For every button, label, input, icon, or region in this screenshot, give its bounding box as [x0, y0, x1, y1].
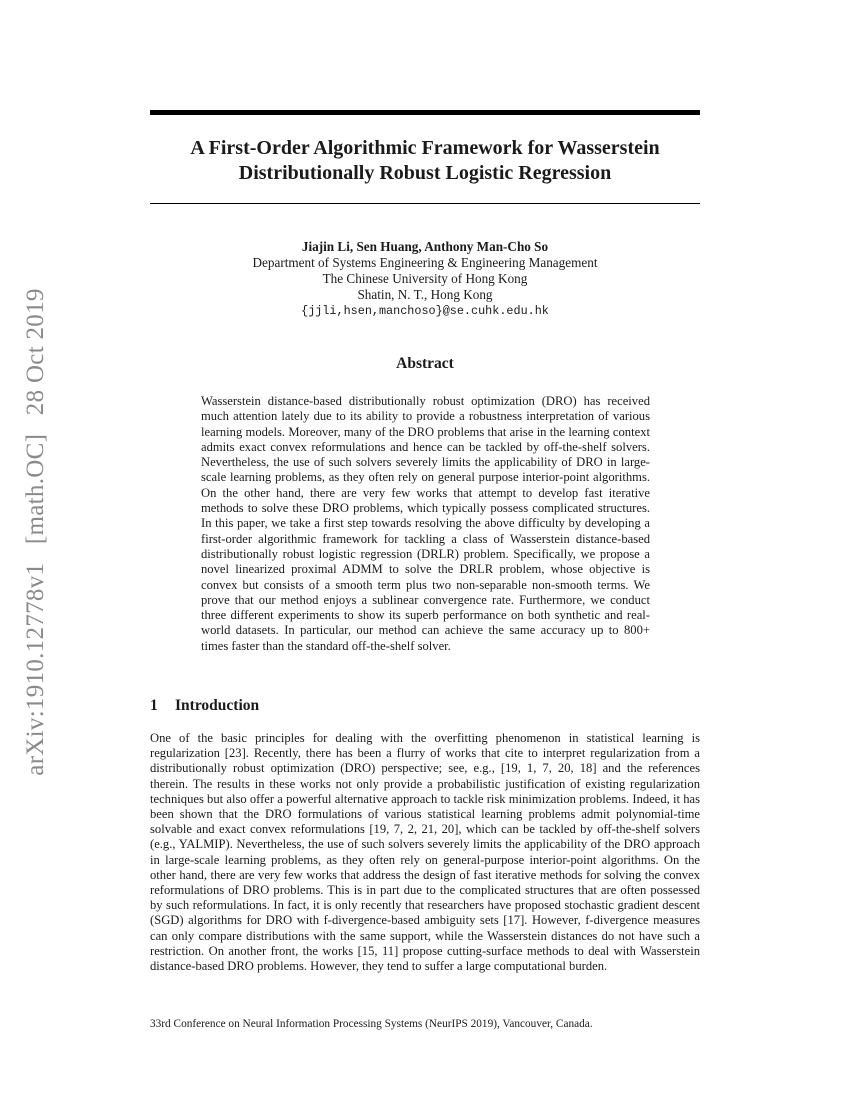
introduction-text: One of the basic principles for dealing with the overfitting phenomenon in statistical learning is regularization [23]. Recently, there has been a flurry of works that cite to interpret regularization from a distributionally robust optimization (DRO) perspective; see, e.g., [19, 1, 7, 20, 18] and the references therein. The results in these works not only provide a probabilistic justification of existing regularization techniques but also offer a powerful alternative approach to tackle risk minimization problems. Indeed, it has been shown that the DRO formulations of various statistical learning problems admit polynomial-time solvable and exact convex reformulations [19, 7, 2, 21, 20], which can be tackled by off-the-shelf solvers (e.g., YALMIP). Nevertheless, the use of such solvers severely limits the applicability of the DRO approach in large-scale learning problems, as they often rely on general-purpose interior-point algorithms. On the other hand, there are very few works that address the design of fast iterative methods for solving the convex reformulations of DRO problems. This is in part due to the complicated structures that are often possessed by such reformulations. In fact, it is only recently that researchers have proposed stochastic gradient descent (SGD) algorithms for DRO with f-divergence-based ambiguity sets [17]. However, f-divergence measures can only compare distributions with the same support, while the Wasserstein distances do not have such a restriction. On another front, the works [15, 11] propose cutting-surface methods to deal with Wasserstein distance-based DRO problems. However, they tend to suffer a large computational burden. — [150, 731, 700, 974]
author-block — [150, 239, 700, 319]
affiliation-university: The Chinese University of Hong Kong — [322, 271, 528, 286]
author-emails: {jjli,hsen,manchoso}@se.cuhk.edu.hk — [301, 304, 549, 318]
section-heading-introduction — [150, 697, 259, 715]
paper-title — [150, 136, 700, 186]
arxiv-date: 28 Oct 2019 — [22, 288, 49, 416]
affiliation-department: Department of Systems Engineering & Engineering Management — [252, 255, 598, 270]
affiliation-location: Shatin, N. T., Hong Kong — [357, 287, 493, 302]
arxiv-category: [math.OC] — [22, 433, 49, 545]
title-rule — [150, 203, 700, 204]
arxiv-side-stamp — [22, 282, 50, 781]
section-number: 1 — [150, 697, 158, 714]
top-rule — [150, 110, 700, 115]
paper-title-line-1: A First-Order Algorithmic Framework for Wasserstein — [190, 137, 660, 159]
section-title: Introduction — [175, 697, 260, 714]
conference-footnote: 33rd Conference on Neural Information Processing Systems (NeurIPS 2019), Vancouver, Canada. — [150, 1018, 593, 1030]
paper-title-line-2: Distributionally Robust Logistic Regression — [238, 162, 612, 184]
abstract-text: Wasserstein distance-based distributionally robust optimization (DRO) has received much attention lately due to its ability to provide a robustness interpretation of various learning models. Moreover, many of the DRO problems that arise in the learning context admits exact convex reformulations and hence can be tackled by off-the-shelf solvers. Nevertheless, the use of such solvers severely limits the applicability of DRO in large-scale learning problems, as they often rely on general purpose interior-point algorithms. On the other hand, there are very few works that attempt to develop fast iterative methods to solve these DRO problems, which typically possess complicated structures. In this paper, we take a first step towards resolving the above difficulty by developing a first-order algorithmic framework for tackling a class of Wasserstein distance-based distributionally robust logistic regression (DRLR) problem. Specifically, we propose a novel linearized proximal ADMM to solve the DRLR problem, whose objective is convex but consists of a smooth term plus two non-separable non-smooth terms. We prove that our method enjoys a sublinear convergence rate. Furthermore, we conduct three different experiments to show its superb performance on both synthetic and real-world datasets. In particular, our method can achieve the same accuracy up to 800+ times faster than the standard off-the-shelf solver. — [201, 394, 650, 653]
author-names: Jiajin Li, Sen Huang, Anthony Man-Cho So — [301, 239, 549, 254]
abstract-heading: Abstract — [396, 355, 454, 372]
arxiv-id: arXiv:1910.12778v1 — [22, 562, 49, 776]
